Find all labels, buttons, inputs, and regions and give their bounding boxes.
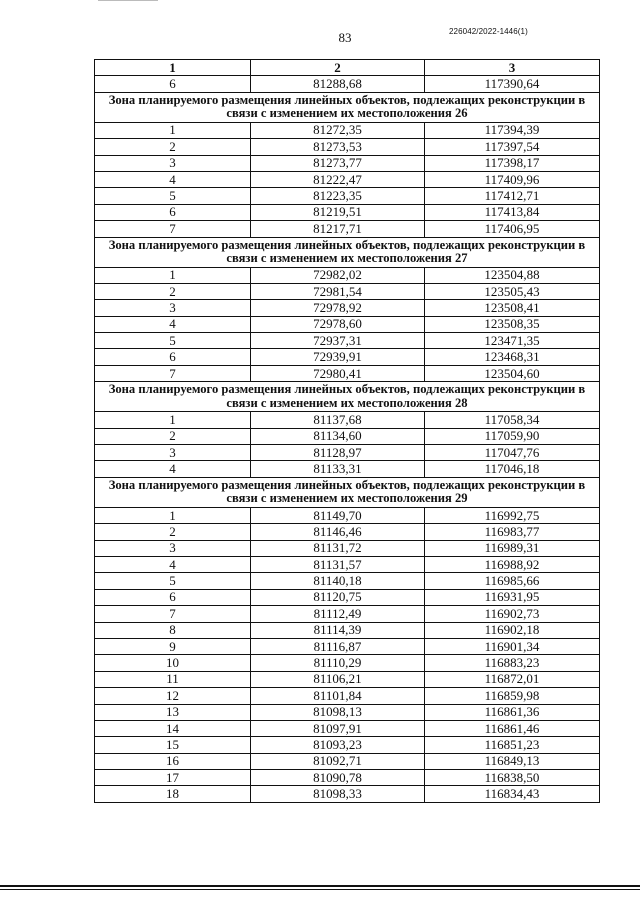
y-coordinate-cell: 117046,18 [425, 461, 600, 477]
y-coordinate-cell: 116931,95 [425, 589, 600, 605]
table-row [95, 221, 600, 237]
point-number-cell: 2 [95, 139, 251, 155]
y-coordinate-cell: 116902,18 [425, 622, 600, 638]
zone-heading-row [95, 237, 600, 267]
x-coordinate-cell: 81146,46 [251, 524, 425, 540]
point-number-cell: 3 [95, 155, 251, 171]
x-coordinate-cell: 81114,39 [251, 622, 425, 638]
x-coordinate-cell: 81272,35 [251, 122, 425, 138]
x-coordinate-cell: 72939,91 [251, 349, 425, 365]
point-number-cell: 10 [95, 655, 251, 671]
point-number-cell: 4 [95, 171, 251, 187]
table-row [95, 753, 600, 769]
point-number-cell: 3 [95, 445, 251, 461]
point-number-cell: 4 [95, 316, 251, 332]
column-header-y: 3 [425, 60, 600, 76]
zone-heading: Зона планируемого размещения линейных объектов, подлежащих реконструкции в связи с изменением их местоположения 26 [95, 92, 600, 122]
table-row [95, 155, 600, 171]
y-coordinate-cell: 117047,76 [425, 445, 600, 461]
point-number-cell: 4 [95, 461, 251, 477]
x-coordinate-cell: 81273,53 [251, 139, 425, 155]
y-coordinate-cell: 116872,01 [425, 671, 600, 687]
scan-edge-mark [98, 0, 158, 1]
y-coordinate-cell: 123471,35 [425, 333, 600, 349]
x-coordinate-cell: 81120,75 [251, 589, 425, 605]
x-coordinate-cell: 72980,41 [251, 365, 425, 381]
point-number-cell: 6 [95, 204, 251, 220]
x-coordinate-cell: 81093,23 [251, 737, 425, 753]
zone-heading-row [95, 477, 600, 507]
table-row [95, 122, 600, 138]
table-row [95, 507, 600, 523]
zone-heading: Зона планируемого размещения линейных объектов, подлежащих реконструкции в связи с изменением их местоположения 27 [95, 237, 600, 267]
point-number-cell: 11 [95, 671, 251, 687]
point-number-cell: 5 [95, 333, 251, 349]
point-number-cell: 17 [95, 770, 251, 786]
table-row [95, 365, 600, 381]
zone-heading: Зона планируемого размещения линейных объектов, подлежащих реконструкции в связи с изменением их местоположения 28 [95, 382, 600, 412]
y-coordinate-cell: 116992,75 [425, 507, 600, 523]
table-row [95, 300, 600, 316]
x-coordinate-cell: 81106,21 [251, 671, 425, 687]
point-number-cell: 14 [95, 720, 251, 736]
x-coordinate-cell: 81112,49 [251, 606, 425, 622]
x-coordinate-cell: 81097,91 [251, 720, 425, 736]
point-number-cell: 7 [95, 221, 251, 237]
footer-rule-thin [0, 889, 640, 890]
point-number-cell: 1 [95, 412, 251, 428]
x-coordinate-cell: 81273,77 [251, 155, 425, 171]
point-number-cell: 7 [95, 365, 251, 381]
x-coordinate-cell: 81134,60 [251, 428, 425, 444]
point-number-cell: 12 [95, 688, 251, 704]
table-row [95, 445, 600, 461]
x-coordinate-cell: 81288,68 [251, 76, 425, 92]
point-number-cell: 1 [95, 507, 251, 523]
point-number-cell: 2 [95, 428, 251, 444]
x-coordinate-cell: 81092,71 [251, 753, 425, 769]
y-coordinate-cell: 116901,34 [425, 638, 600, 654]
y-coordinate-cell: 123505,43 [425, 283, 600, 299]
table-row [95, 556, 600, 572]
x-coordinate-cell: 72978,92 [251, 300, 425, 316]
x-coordinate-cell: 72981,54 [251, 283, 425, 299]
y-coordinate-cell: 123468,31 [425, 349, 600, 365]
x-coordinate-cell: 81110,29 [251, 655, 425, 671]
y-coordinate-cell: 117412,71 [425, 188, 600, 204]
y-coordinate-cell: 116988,92 [425, 556, 600, 572]
y-coordinate-cell: 116861,36 [425, 704, 600, 720]
y-coordinate-cell: 116859,98 [425, 688, 600, 704]
table-row [95, 589, 600, 605]
coordinates-table [94, 59, 600, 803]
x-coordinate-cell: 72978,60 [251, 316, 425, 332]
x-coordinate-cell: 81101,84 [251, 688, 425, 704]
x-coordinate-cell: 81131,57 [251, 556, 425, 572]
table-row [95, 688, 600, 704]
table-row [95, 638, 600, 654]
zone-heading-row [95, 382, 600, 412]
y-coordinate-cell: 117390,64 [425, 76, 600, 92]
y-coordinate-cell: 116902,73 [425, 606, 600, 622]
zone-heading-row [95, 92, 600, 122]
x-coordinate-cell: 72982,02 [251, 267, 425, 283]
point-number-cell: 3 [95, 540, 251, 556]
point-number-cell: 1 [95, 122, 251, 138]
point-number-cell: 4 [95, 556, 251, 572]
table-row [95, 333, 600, 349]
point-number-cell: 18 [95, 786, 251, 802]
column-header-x: 2 [251, 60, 425, 76]
table-row [95, 316, 600, 332]
point-number-cell: 6 [95, 349, 251, 365]
point-number-cell: 13 [95, 704, 251, 720]
x-coordinate-cell: 81090,78 [251, 770, 425, 786]
y-coordinate-cell: 116983,77 [425, 524, 600, 540]
x-coordinate-cell: 81128,97 [251, 445, 425, 461]
y-coordinate-cell: 116838,50 [425, 770, 600, 786]
x-coordinate-cell: 81131,72 [251, 540, 425, 556]
y-coordinate-cell: 123508,35 [425, 316, 600, 332]
x-coordinate-cell: 81223,35 [251, 188, 425, 204]
point-number-cell: 8 [95, 622, 251, 638]
footer-rule-thick [0, 885, 640, 887]
y-coordinate-cell: 117413,84 [425, 204, 600, 220]
y-coordinate-cell: 117058,34 [425, 412, 600, 428]
table-row [95, 737, 600, 753]
point-number-cell: 7 [95, 606, 251, 622]
table-row [95, 704, 600, 720]
y-coordinate-cell: 116883,23 [425, 655, 600, 671]
y-coordinate-cell: 117059,90 [425, 428, 600, 444]
table-row [95, 412, 600, 428]
y-coordinate-cell: 116989,31 [425, 540, 600, 556]
x-coordinate-cell: 81217,71 [251, 221, 425, 237]
table-row [95, 428, 600, 444]
table-row [95, 283, 600, 299]
table-row [95, 139, 600, 155]
y-coordinate-cell: 116849,13 [425, 753, 600, 769]
point-number-cell: 2 [95, 524, 251, 540]
table-row [95, 76, 600, 92]
table-row [95, 349, 600, 365]
table-row [95, 204, 600, 220]
document-id: 226042/2022-1446(1) [449, 27, 528, 36]
table-row [95, 540, 600, 556]
table-row [95, 606, 600, 622]
y-coordinate-cell: 116851,23 [425, 737, 600, 753]
x-coordinate-cell: 81149,70 [251, 507, 425, 523]
x-coordinate-cell: 81133,31 [251, 461, 425, 477]
point-number-cell: 2 [95, 283, 251, 299]
y-coordinate-cell: 117397,54 [425, 139, 600, 155]
y-coordinate-cell: 117409,96 [425, 171, 600, 187]
table-header-row [95, 60, 600, 76]
x-coordinate-cell: 81116,87 [251, 638, 425, 654]
y-coordinate-cell: 116861,46 [425, 720, 600, 736]
point-number-cell: 3 [95, 300, 251, 316]
x-coordinate-cell: 81219,51 [251, 204, 425, 220]
y-coordinate-cell: 116985,66 [425, 573, 600, 589]
x-coordinate-cell: 72937,31 [251, 333, 425, 349]
x-coordinate-cell: 81222,47 [251, 171, 425, 187]
table-row [95, 720, 600, 736]
zone-heading: Зона планируемого размещения линейных объектов, подлежащих реконструкции в связи с изменением их местоположения 29 [95, 477, 600, 507]
y-coordinate-cell: 123504,88 [425, 267, 600, 283]
x-coordinate-cell: 81098,33 [251, 786, 425, 802]
y-coordinate-cell: 117394,39 [425, 122, 600, 138]
table-row [95, 267, 600, 283]
point-number-cell: 6 [95, 76, 251, 92]
point-number-cell: 1 [95, 267, 251, 283]
table-row [95, 188, 600, 204]
y-coordinate-cell: 123504,60 [425, 365, 600, 381]
page-number: 83 [338, 30, 352, 45]
table-row [95, 655, 600, 671]
point-number-cell: 15 [95, 737, 251, 753]
table-row [95, 524, 600, 540]
y-coordinate-cell: 116834,43 [425, 786, 600, 802]
table-row [95, 786, 600, 802]
point-number-cell: 5 [95, 573, 251, 589]
column-header-number: 1 [95, 60, 251, 76]
table-row [95, 171, 600, 187]
table-row [95, 622, 600, 638]
x-coordinate-cell: 81098,13 [251, 704, 425, 720]
y-coordinate-cell: 117406,95 [425, 221, 600, 237]
x-coordinate-cell: 81137,68 [251, 412, 425, 428]
y-coordinate-cell: 117398,17 [425, 155, 600, 171]
x-coordinate-cell: 81140,18 [251, 573, 425, 589]
table-row [95, 671, 600, 687]
point-number-cell: 6 [95, 589, 251, 605]
table-row [95, 461, 600, 477]
point-number-cell: 16 [95, 753, 251, 769]
y-coordinate-cell: 123508,41 [425, 300, 600, 316]
point-number-cell: 9 [95, 638, 251, 654]
table-row [95, 770, 600, 786]
table-row [95, 573, 600, 589]
point-number-cell: 5 [95, 188, 251, 204]
